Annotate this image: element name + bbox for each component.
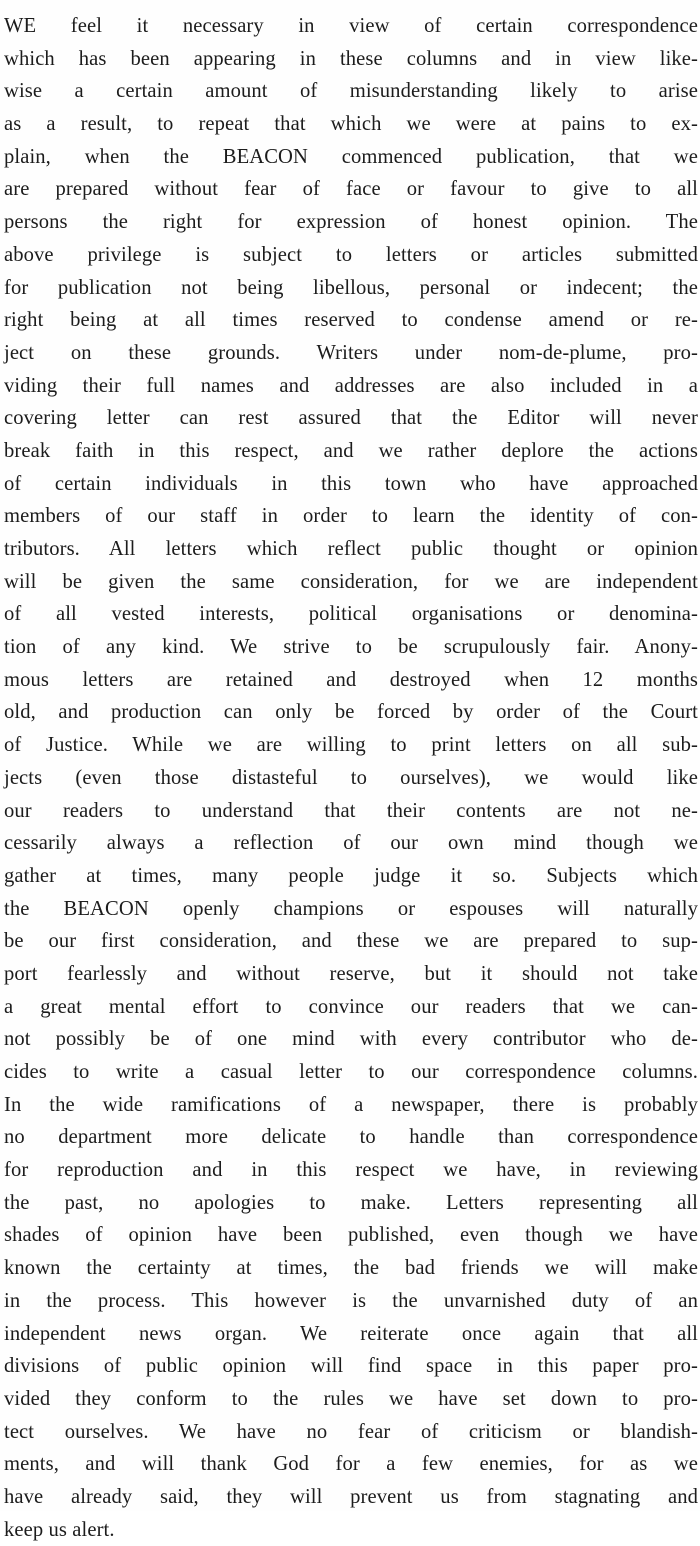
article-line: mous letters are retained and destroyed when 12 months bbox=[4, 668, 698, 691]
article-line: keep us alert. bbox=[4, 1518, 115, 1541]
article-line: old, and production can only be forced by order of the Court bbox=[4, 701, 698, 724]
article-line: tion of any kind. We strive to be scrupulously fair. Anony- bbox=[4, 636, 698, 659]
article-line: not possibly be of one mind with every contributor who de- bbox=[4, 1028, 698, 1051]
editorial-article bbox=[4, 10, 698, 1546]
article-line: are prepared without fear of face or favour to give to all bbox=[4, 178, 698, 201]
article-line: divisions of public opinion will find space in this paper pro- bbox=[4, 1355, 698, 1378]
article-line: known the certainty at times, the bad friends we will make bbox=[4, 1257, 698, 1280]
article-line: in the process. This however is the unvarnished duty of an bbox=[4, 1289, 698, 1312]
article-line: break faith in this respect, and we rather deplore the actions bbox=[4, 439, 698, 462]
article-line: which has been appearing in these columns and in view like- bbox=[4, 47, 698, 70]
article-line: covering letter can rest assured that the Editor will never bbox=[4, 407, 698, 430]
article-line: ject on these grounds. Writers under nom-de-plume, pro- bbox=[4, 341, 698, 364]
article-line: ments, and will thank God for a few enemies, for as we bbox=[4, 1453, 698, 1476]
article-line: persons the right for expression of honest opinion. The bbox=[4, 211, 698, 234]
article-line: a great mental effort to convince our readers that we can- bbox=[4, 995, 698, 1018]
article-line: WE feel it necessary in view of certain correspondence bbox=[4, 15, 698, 37]
article-line: above privilege is subject to letters or articles submitted bbox=[4, 243, 698, 266]
article-line: of certain individuals in this town who have approached bbox=[4, 472, 698, 495]
article-line: the BEACON openly champions or espouses will naturally bbox=[4, 897, 698, 920]
article-line: port fearlessly and without reserve, but it should not take bbox=[4, 962, 698, 985]
article-line: shades of opinion have been published, even though we have bbox=[4, 1224, 698, 1247]
article-line: our readers to understand that their contents are not ne- bbox=[4, 799, 698, 822]
article-line: for reproduction and in this respect we have, in reviewing bbox=[4, 1159, 698, 1182]
article-line: tect ourselves. We have no fear of criticism or blandish- bbox=[4, 1420, 698, 1443]
article-line: members of our staff in order to learn the identity of con- bbox=[4, 505, 698, 528]
article-line: of Justice. While we are willing to print letters on all sub- bbox=[4, 734, 698, 757]
article-line: tributors. All letters which reflect public thought or opinion bbox=[4, 538, 698, 560]
article-line: will be given the same consideration, for we are independent bbox=[4, 570, 698, 593]
article-line: have already said, they will prevent us from stagnating and bbox=[4, 1485, 698, 1508]
article-line: viding their full names and addresses are also included in a bbox=[4, 374, 698, 397]
article-line: vided they conform to the rules we have set down to pro- bbox=[4, 1387, 698, 1410]
article-line: be our first consideration, and these we are prepared to sup- bbox=[4, 930, 698, 953]
article-line: the past, no apologies to make. Letters representing all bbox=[4, 1191, 698, 1214]
article-line: plain, when the BEACON commenced publication, that we bbox=[4, 145, 698, 168]
article-line: wise a certain amount of misunderstanding likely to arise bbox=[4, 80, 698, 103]
article-line: independent news organ. We reiterate once again that all bbox=[4, 1322, 698, 1345]
article-line: gather at times, many people judge it so. Subjects which bbox=[4, 864, 698, 887]
article-line: cessarily always a reflection of our own mind though we bbox=[4, 832, 698, 855]
article-line: of all vested interests, political organisations or denomina- bbox=[4, 603, 698, 626]
article-line: for publication not being libellous, personal or indecent; the bbox=[4, 276, 698, 299]
article-line: jects (even those distasteful to ourselves), we would like bbox=[4, 766, 698, 789]
article-line: no department more delicate to handle than correspondence bbox=[4, 1126, 698, 1149]
article-line: right being at all times reserved to condense amend or re- bbox=[4, 309, 698, 332]
article-line: as a result, to repeat that which we were at pains to ex- bbox=[4, 113, 698, 136]
article-line: In the wide ramifications of a newspaper, there is probably bbox=[4, 1093, 698, 1116]
article-line: cides to write a casual letter to our correspondence columns. bbox=[4, 1061, 698, 1083]
